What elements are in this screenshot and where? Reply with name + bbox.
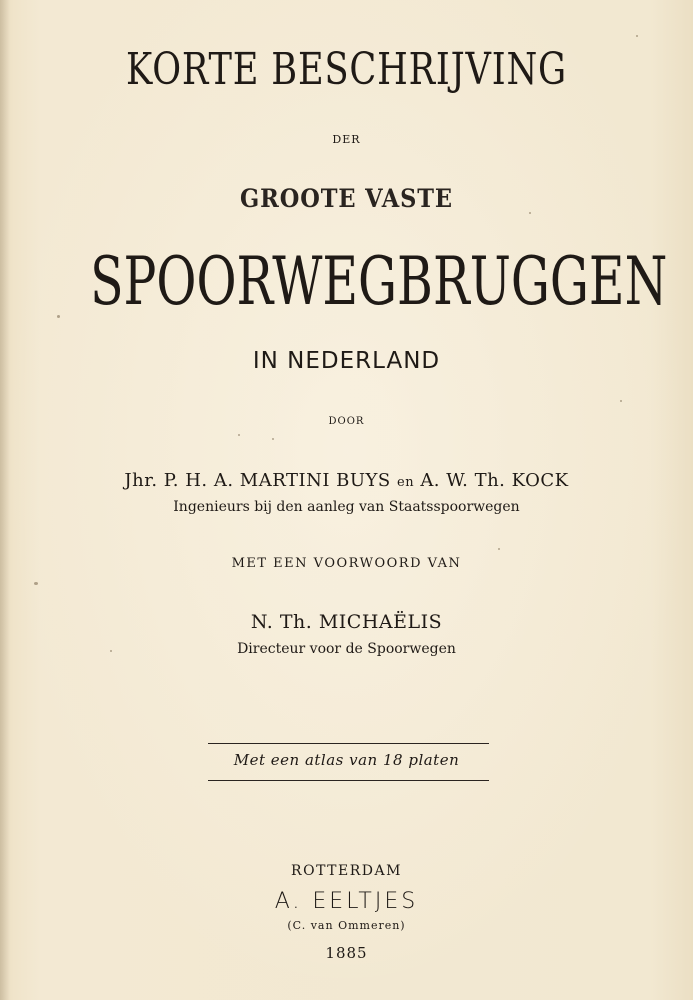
author1-name: P. H. A. MARTINI BUYS xyxy=(163,470,391,491)
atlas-rule-bottom xyxy=(208,780,489,781)
author-conjunction: en xyxy=(397,475,415,490)
publisher-note-name: Ommeren) xyxy=(338,919,406,932)
paper-speck xyxy=(498,548,500,550)
title-connector: DER xyxy=(332,133,361,146)
imprint-publisher-note xyxy=(0,919,693,933)
main-title: SPOORWEGBRUGGEN xyxy=(90,243,668,320)
author1-prefix: Jhr. xyxy=(124,470,158,491)
paper-speck xyxy=(529,212,531,214)
paper-speck xyxy=(34,582,38,585)
paper-speck xyxy=(238,434,240,436)
author2-surname: KOCK xyxy=(511,470,569,491)
author2-name: A. W. xyxy=(420,470,469,491)
paper-speck xyxy=(110,650,112,652)
foreword-author xyxy=(0,609,693,635)
atlas-rule-top xyxy=(208,743,489,744)
imprint-city: ROTTERDAM xyxy=(291,863,402,879)
paper-speck xyxy=(620,400,622,402)
atlas-note: Met een atlas van 18 platen xyxy=(233,751,460,769)
paper-speck xyxy=(272,438,274,440)
imprint-publisher: A. EELTJES xyxy=(274,889,419,914)
foreword-surname: MICHAËLIS xyxy=(318,611,443,633)
title-line-1: KORTE BESCHRIJVING xyxy=(126,44,567,95)
by-label: DOOR xyxy=(328,416,365,427)
authors-affiliation: Ingenieurs bij den aanleg van Staatsspoorwegen xyxy=(173,499,520,515)
title-line-2: GROOTE VASTE xyxy=(240,184,453,213)
paper-speck xyxy=(636,35,638,37)
author2-th: Th. xyxy=(474,470,506,491)
foreword-th: Th. xyxy=(279,611,313,633)
foreword-author-role: Directeur voor de Spoorwegen xyxy=(237,641,456,657)
title-line-3: IN NEDERLAND xyxy=(252,348,441,374)
foreword-label: MET EEN VOORWOORD VAN xyxy=(231,556,462,571)
authors-line xyxy=(0,469,693,495)
paper-speck xyxy=(57,315,60,318)
imprint-year: 1885 xyxy=(325,944,368,962)
foreword-initial: N. xyxy=(250,611,274,633)
publisher-note-open: (C. van xyxy=(287,919,334,932)
